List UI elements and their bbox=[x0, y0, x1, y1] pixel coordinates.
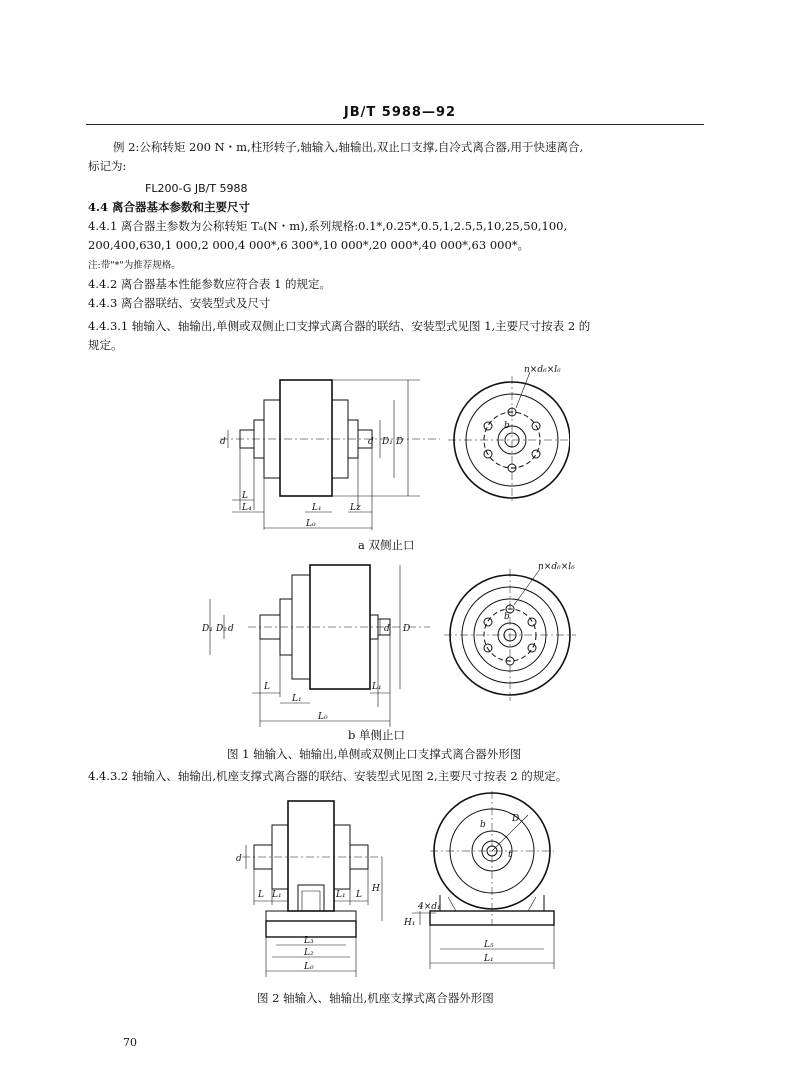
figure-2-end-view bbox=[400, 785, 580, 985]
page-number: 70 bbox=[123, 1036, 137, 1049]
section-4-4-3-1-line-b: 规定。 bbox=[88, 338, 123, 352]
example-line-2: 标记为: bbox=[88, 159, 127, 173]
fig2-label-L3: L₃ bbox=[304, 936, 314, 946]
section-4-4-2: 4.4.2 离合器基本性能参数应符合表 1 的规定。 bbox=[88, 277, 332, 291]
note: 注:带"*"为推荐规格。 bbox=[88, 260, 181, 271]
fig1a-label-L0: L₀ bbox=[306, 519, 316, 529]
standard-code: JB/T 5988—92 bbox=[343, 105, 457, 120]
fig2-label-L1-right: L₁ bbox=[336, 890, 346, 900]
fig1b-label-D: D bbox=[403, 624, 411, 634]
fig1b-label-b: b bbox=[504, 612, 510, 622]
figure-2-caption: 图 2 轴输入、轴输出,机座支撑式离合器外形图 bbox=[257, 991, 494, 1005]
fig2-label-d: d bbox=[236, 854, 242, 864]
figure-1b-end-view bbox=[440, 555, 580, 705]
figure-2-side-view bbox=[232, 795, 392, 990]
figure-1a-end-view bbox=[440, 362, 570, 512]
fig2-label-t: t bbox=[508, 850, 512, 860]
fig1b-label-Dz: D₂ bbox=[216, 624, 227, 634]
figure-1-caption: 图 1 轴输入、轴输出,单侧或双侧止口支撑式离合器外形图 bbox=[227, 747, 522, 761]
section-4-4-1-line-a: 4.4.1 离合器主参数为公称转矩 Tₐ(N・m),系列规格:0.1*,0.25*,0.5,1,2.5,5,10,25,50,100, bbox=[88, 219, 568, 233]
fig1a-label-d-right: d bbox=[368, 437, 374, 447]
fig1a-label-d: d bbox=[220, 437, 226, 447]
fig1a-bolt-label: n×d₆×l₆ bbox=[524, 365, 561, 375]
fig1b-label-D1: D₁ bbox=[202, 624, 213, 634]
fig2-label-D: D bbox=[512, 814, 520, 824]
fig1a-label-L4: L₄ bbox=[242, 503, 252, 513]
fig1a-label-Lz: Lz bbox=[350, 503, 361, 513]
fig2-label-L: L bbox=[258, 890, 264, 900]
fig1a-label-D1: D₁ bbox=[382, 437, 393, 447]
fig2-label-L5: L₅ bbox=[484, 940, 494, 950]
figure-1b-subcaption: b 单侧止口 bbox=[348, 728, 406, 742]
fig1b-label-d: d bbox=[228, 624, 234, 634]
fig1b-label-Lright: L₁ bbox=[372, 682, 382, 692]
designation: FL200-G JB/T 5988 bbox=[145, 182, 248, 195]
section-4-4-3-2: 4.4.3.2 轴输入、轴输出,机座支撑式离合器的联结、安装型式见图 2,主要尺寸按表 2 的规定。 bbox=[88, 769, 568, 783]
section-4-4: 4.4 离合器基本参数和主要尺寸 bbox=[88, 200, 251, 214]
fig1b-label-L0: L₀ bbox=[318, 712, 328, 722]
figure-1b-side-view bbox=[200, 557, 440, 732]
fig2-label-L1r: L₁ bbox=[484, 954, 494, 964]
fig1a-label-b: b bbox=[504, 421, 510, 431]
fig2-label-H1: H₁ bbox=[404, 918, 416, 928]
fig1b-label-d-right: d bbox=[384, 624, 390, 634]
figure-1a-side-view bbox=[210, 372, 450, 542]
fig2-label-b: b bbox=[480, 820, 486, 830]
fig1a-label-L1: L₁ bbox=[312, 503, 322, 513]
fig1a-label-L: L bbox=[242, 491, 248, 501]
header-rule bbox=[86, 124, 704, 125]
fig1b-bolt-label: n×d₆×l₆ bbox=[538, 562, 575, 572]
example-line-1: 例 2:公称转矩 200 N・m,柱形转子,轴输入,轴输出,双止口支撑,自冷式离合器,用于快速离合, bbox=[113, 140, 584, 154]
fig2-label-L1: L₁ bbox=[272, 890, 282, 900]
fig1b-label-L: L bbox=[264, 682, 270, 692]
fig1a-label-D: D bbox=[396, 437, 404, 447]
section-4-4-3: 4.4.3 离合器联结、安装型式及尺寸 bbox=[88, 296, 271, 310]
fig1b-label-L1: L₁ bbox=[292, 694, 302, 704]
fig2-label-L2: L₂ bbox=[304, 948, 314, 958]
section-4-4-3-1-line-a: 4.4.3.1 轴输入、轴输出,单侧或双侧止口支撑式离合器的联结、安装型式见图 1,主要尺寸按表 2 的 bbox=[88, 319, 591, 333]
section-4-4-1-line-b: 200,400,630,1 000,2 000,4 000*,6 300*,10 000*,20 000*,40 000*,63 000*。 bbox=[88, 238, 530, 252]
figure-1a-subcaption: a 双侧止口 bbox=[358, 538, 415, 552]
fig2-label-L-right: L bbox=[356, 890, 362, 900]
fig2-label-holes: 4×d₁ bbox=[418, 902, 441, 912]
fig2-label-L0: L₀ bbox=[304, 962, 314, 972]
fig2-label-H: H bbox=[372, 884, 380, 894]
